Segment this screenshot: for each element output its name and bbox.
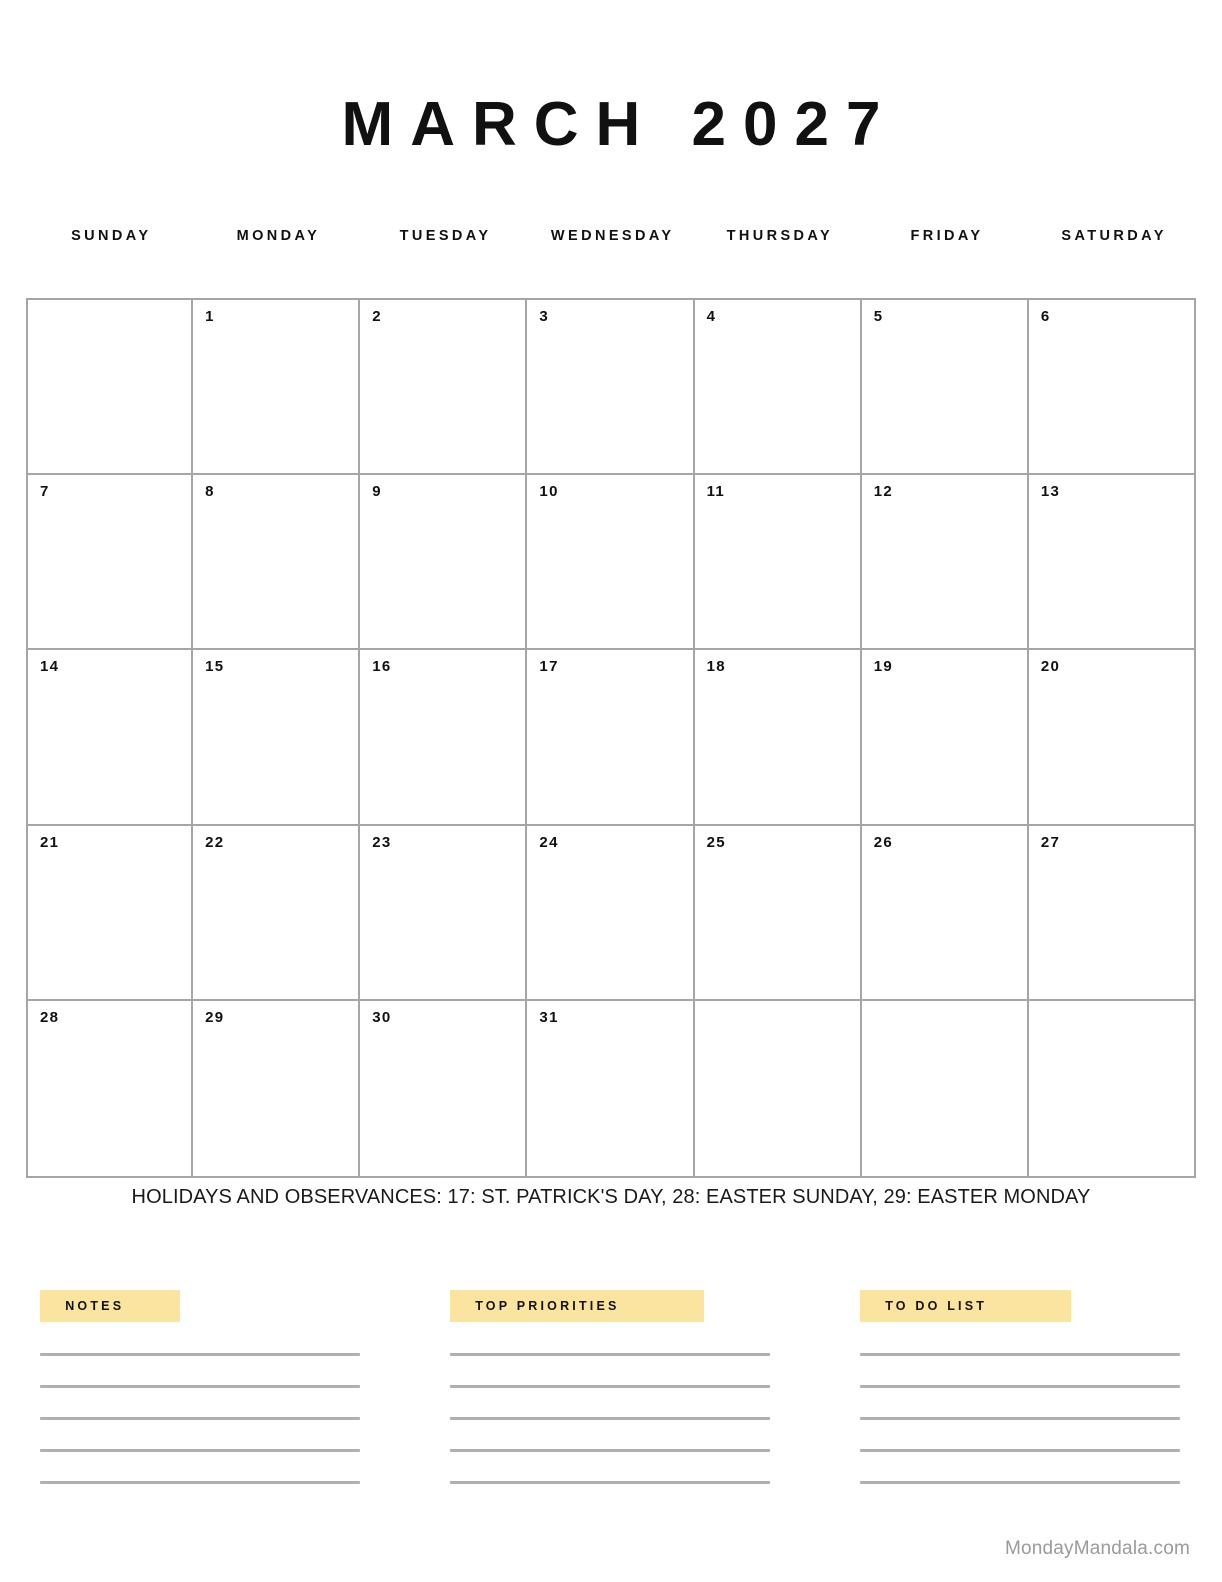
note-line[interactable] xyxy=(40,1353,360,1356)
top-priorities-section-label: TOP PRIORITIES xyxy=(450,1290,704,1322)
day-cell[interactable] xyxy=(26,475,193,650)
note-line[interactable] xyxy=(450,1481,770,1484)
notes-section-label: NOTES xyxy=(40,1290,180,1322)
top-priorities-section xyxy=(450,1290,860,1513)
weekday-sunday: SUNDAY xyxy=(71,228,152,244)
note-line[interactable] xyxy=(860,1353,1180,1356)
day-number: 1 xyxy=(205,308,215,325)
day-cell[interactable] xyxy=(360,1001,527,1176)
day-number: 27 xyxy=(1040,833,1061,851)
page-title xyxy=(0,92,1222,157)
day-number: 20 xyxy=(1040,658,1061,676)
day-cell[interactable] xyxy=(193,475,360,650)
day-number: 24 xyxy=(539,833,559,851)
day-number: 22 xyxy=(205,833,225,851)
note-line[interactable] xyxy=(450,1449,770,1452)
day-cell[interactable] xyxy=(26,300,193,475)
day-number: 6 xyxy=(1040,308,1051,325)
day-cell[interactable] xyxy=(862,300,1029,475)
weekday-header-row xyxy=(26,228,1196,244)
day-cell[interactable] xyxy=(862,650,1029,825)
note-line[interactable] xyxy=(860,1481,1180,1484)
day-cell[interactable] xyxy=(1029,826,1196,1001)
day-number: 12 xyxy=(873,483,893,501)
notes-area xyxy=(40,1290,1190,1513)
day-cell[interactable] xyxy=(193,1001,360,1176)
holidays-and-observances: HOLIDAYS AND OBSERVANCES: 17: ST. PATRICK'S DAY, 28: EASTER SUNDAY, 29: EASTER MONDAY xyxy=(131,1186,1091,1208)
calendar-grid xyxy=(26,298,1196,1178)
day-number: 16 xyxy=(372,658,392,676)
day-number: 4 xyxy=(706,308,717,325)
note-line[interactable] xyxy=(450,1353,770,1356)
weekday-thursday: THURSDAY xyxy=(726,228,834,244)
to-do-list-section xyxy=(860,1290,1190,1513)
day-number: 8 xyxy=(205,483,215,501)
day-number: 30 xyxy=(372,1008,392,1026)
note-line[interactable] xyxy=(450,1417,770,1420)
day-cell[interactable] xyxy=(360,475,527,650)
day-number: 14 xyxy=(40,658,60,676)
day-cell[interactable] xyxy=(360,826,527,1001)
day-number: 25 xyxy=(706,833,726,851)
day-cell[interactable] xyxy=(527,300,694,475)
day-cell[interactable] xyxy=(360,650,527,825)
day-number: 19 xyxy=(873,658,893,676)
day-cell[interactable] xyxy=(1029,475,1196,650)
day-number: 10 xyxy=(539,483,559,501)
day-number: 11 xyxy=(706,483,726,501)
day-cell[interactable] xyxy=(527,1001,694,1176)
day-number: 21 xyxy=(40,833,60,851)
site-watermark: MondayMandala.com xyxy=(1004,1538,1190,1559)
day-cell[interactable] xyxy=(862,475,1029,650)
note-line[interactable] xyxy=(40,1385,360,1388)
notes-writing-lines[interactable] xyxy=(40,1353,360,1484)
day-cell[interactable] xyxy=(695,475,862,650)
note-line[interactable] xyxy=(860,1449,1180,1452)
weekday-tuesday: TUESDAY xyxy=(399,228,492,244)
day-cell[interactable] xyxy=(695,650,862,825)
note-line[interactable] xyxy=(860,1385,1180,1388)
day-number: 29 xyxy=(205,1008,225,1026)
day-number: 18 xyxy=(706,658,726,676)
day-cell[interactable] xyxy=(695,826,862,1001)
month-year-title: MARCH 2027 xyxy=(341,90,898,159)
day-cell[interactable] xyxy=(527,650,694,825)
day-cell[interactable] xyxy=(360,300,527,475)
day-cell[interactable] xyxy=(26,826,193,1001)
day-number: 23 xyxy=(372,833,392,851)
day-number: 2 xyxy=(372,308,382,325)
note-line[interactable] xyxy=(860,1417,1180,1420)
day-number: 31 xyxy=(539,1008,559,1026)
day-cell[interactable] xyxy=(193,300,360,475)
day-cell[interactable] xyxy=(527,826,694,1001)
note-line[interactable] xyxy=(40,1481,360,1484)
day-number: 7 xyxy=(40,483,50,501)
day-cell[interactable] xyxy=(1029,300,1196,475)
notes-section xyxy=(40,1290,450,1513)
weekday-wednesday: WEDNESDAY xyxy=(550,228,675,244)
day-cell[interactable] xyxy=(862,1001,1029,1176)
day-cell[interactable] xyxy=(1029,650,1196,825)
to-do-list-section-label: TO DO LIST xyxy=(860,1290,1071,1322)
weekday-saturday: SATURDAY xyxy=(1061,228,1167,244)
to-do-list-writing-lines[interactable] xyxy=(860,1353,1180,1484)
day-number: 15 xyxy=(205,658,225,676)
weekday-monday: MONDAY xyxy=(236,228,321,244)
day-cell[interactable] xyxy=(26,1001,193,1176)
day-cell[interactable] xyxy=(695,300,862,475)
day-number: 9 xyxy=(372,483,382,501)
note-line[interactable] xyxy=(40,1449,360,1452)
day-cell[interactable] xyxy=(862,826,1029,1001)
note-line[interactable] xyxy=(40,1417,360,1420)
day-cell[interactable] xyxy=(193,650,360,825)
day-number: 26 xyxy=(873,833,893,851)
day-number: 17 xyxy=(539,658,559,676)
note-line[interactable] xyxy=(450,1385,770,1388)
day-cell[interactable] xyxy=(193,826,360,1001)
day-number: 3 xyxy=(539,308,550,325)
day-cell[interactable] xyxy=(527,475,694,650)
day-number: 13 xyxy=(1040,483,1061,501)
day-number: 28 xyxy=(40,1008,60,1026)
day-cell[interactable] xyxy=(26,650,193,825)
day-number: 5 xyxy=(873,308,884,325)
top-priorities-writing-lines[interactable] xyxy=(450,1353,770,1484)
day-cell[interactable] xyxy=(1029,1001,1196,1176)
day-cell[interactable] xyxy=(695,1001,862,1176)
weekday-friday: FRIDAY xyxy=(910,228,984,244)
